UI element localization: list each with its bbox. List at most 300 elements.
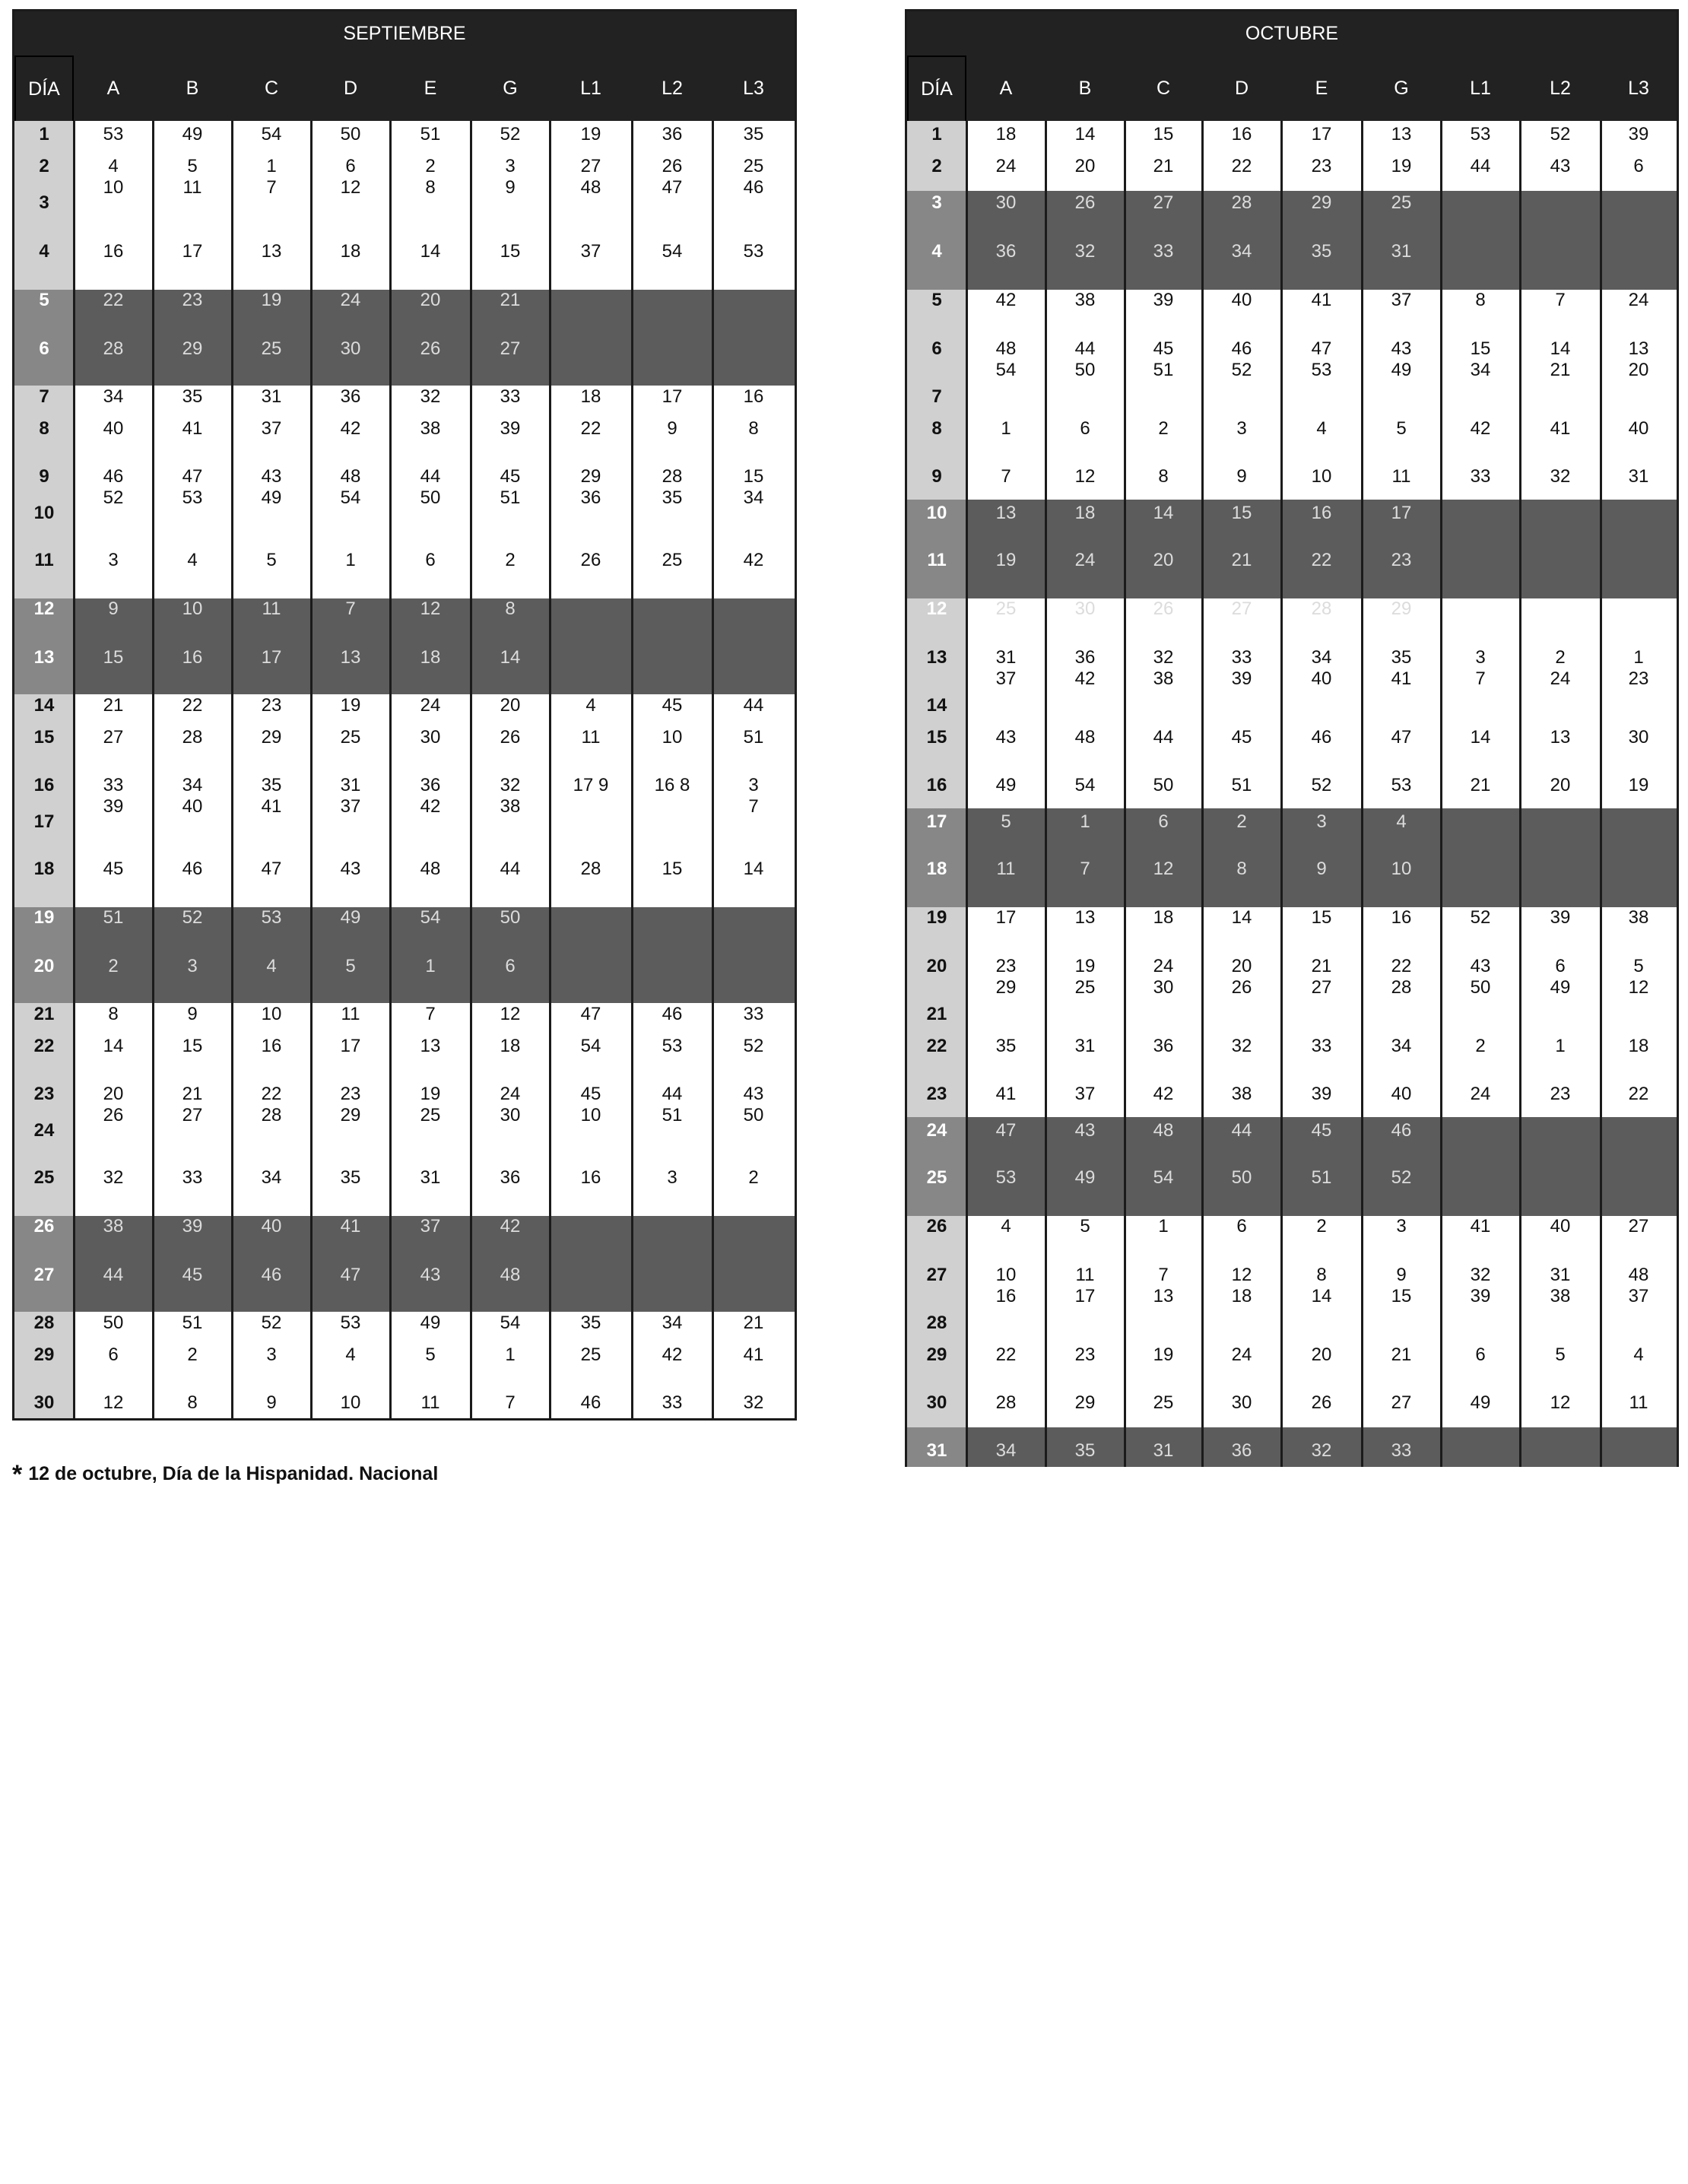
day-number: 2 xyxy=(931,156,942,176)
table-cell: 26 xyxy=(420,338,441,359)
table-cell: 32 xyxy=(500,775,521,795)
table-cell: 23 xyxy=(1391,550,1412,570)
table-cell: 53 xyxy=(1470,124,1491,144)
table-cell: 5 xyxy=(1633,956,1644,976)
table-cell: 52 xyxy=(103,487,124,508)
table-cell: 10 xyxy=(662,727,683,748)
table-cell: 3 xyxy=(1396,1216,1407,1236)
table-cell: 5 xyxy=(345,956,356,976)
table-cell: 15 xyxy=(1470,338,1491,359)
table-cell: 17 xyxy=(340,1036,361,1056)
table-cell: 41 xyxy=(1550,418,1571,439)
table-cell: 42 xyxy=(1470,418,1491,439)
table-cell: 26 xyxy=(662,156,683,176)
table-cell: 22 xyxy=(1628,1084,1649,1104)
day-number: 14 xyxy=(926,695,947,716)
table-cell: 13 xyxy=(420,1036,441,1056)
table-cell: 28 xyxy=(103,338,124,359)
table-cell: 4 xyxy=(108,156,119,176)
table-cell: 52 xyxy=(500,124,521,144)
table-cell: 41 xyxy=(261,796,282,817)
table-cell: 54 xyxy=(580,1036,601,1056)
table-cell: 33 xyxy=(743,1004,764,1024)
column-header-b: B xyxy=(186,77,199,99)
table-cell: 18 xyxy=(1231,1286,1252,1306)
table-cell: 27 xyxy=(1391,1392,1412,1413)
table-cell: 34 xyxy=(662,1313,683,1333)
table-cell: 34 xyxy=(1311,647,1332,668)
day-number: 7 xyxy=(931,386,942,407)
table-cell: 53 xyxy=(743,241,764,262)
table-cell: 41 xyxy=(743,1344,764,1365)
day-number: 13 xyxy=(926,647,947,668)
table-cell: 17 xyxy=(182,241,203,262)
table-cell: 31 xyxy=(1074,1036,1096,1056)
table-cell: 18 xyxy=(1628,1036,1649,1056)
table-cell: 4 xyxy=(1396,811,1407,832)
table-cell: 36 xyxy=(580,487,601,508)
day-number: 29 xyxy=(926,1344,947,1365)
table-cell: 53 xyxy=(1391,775,1412,795)
day-number: 30 xyxy=(926,1392,947,1413)
table-cell: 22 xyxy=(995,1344,1017,1365)
table-cell: 38 xyxy=(1153,668,1174,689)
table-cell: 32 xyxy=(1470,1265,1491,1285)
table-cell: 46 xyxy=(580,1392,601,1413)
day-number: 6 xyxy=(39,338,49,359)
table-cell: 37 xyxy=(261,418,282,439)
table-cell: 3 xyxy=(108,550,119,570)
table-cell: 42 xyxy=(1074,668,1096,689)
table-cell: 52 xyxy=(182,907,203,928)
table-cell: 28 xyxy=(662,466,683,487)
table-cell: 21 xyxy=(1391,1344,1412,1365)
table-cell: 49 xyxy=(340,907,361,928)
table-cell: 19 xyxy=(1074,956,1096,976)
table-cell: 1 xyxy=(505,1344,516,1365)
table-cell: 35 xyxy=(261,775,282,795)
day-number: 5 xyxy=(39,290,49,310)
table-cell: 42 xyxy=(340,418,361,439)
table-cell: 19 xyxy=(420,1084,441,1104)
table-cell: 29 xyxy=(1074,1392,1096,1413)
table-cell: 8 xyxy=(748,418,759,439)
table-cell: 3 xyxy=(266,1344,277,1365)
table-cell: 21 xyxy=(1311,956,1332,976)
table-cell: 42 xyxy=(743,550,764,570)
table-cell: 40 xyxy=(261,1216,282,1236)
table-cell: 2 xyxy=(1236,811,1247,832)
table-cell: 24 xyxy=(420,695,441,716)
table-cell: 6 xyxy=(425,550,436,570)
table-cell: 49 xyxy=(261,487,282,508)
table-cell: 45 xyxy=(103,859,124,879)
table-cell: 49 xyxy=(1470,1392,1491,1413)
table-cell: 34 xyxy=(1391,1036,1412,1056)
table-cell: 4 xyxy=(1316,418,1327,439)
table-cell: 11 xyxy=(1075,1265,1095,1285)
table-cell: 32 xyxy=(1074,241,1096,262)
table-cell: 37 xyxy=(1391,290,1412,310)
table-cell: 19 xyxy=(340,695,361,716)
table-cell: 11 xyxy=(420,1392,440,1413)
table-cell: 11 xyxy=(1629,1392,1648,1413)
table-cell: 39 xyxy=(1628,124,1649,144)
table-cell: 44 xyxy=(743,695,764,716)
table-cell: 43 xyxy=(1550,156,1571,176)
table-cell: 33 xyxy=(103,775,124,795)
table-cell: 40 xyxy=(1391,1084,1412,1104)
day-number: 4 xyxy=(931,241,942,262)
table-cell: 52 xyxy=(261,1313,282,1333)
day-number: 1 xyxy=(931,124,942,144)
table-cell: 1 xyxy=(1001,418,1011,439)
table-cell: 29 xyxy=(1311,192,1332,213)
table-cell: 13 xyxy=(1391,124,1412,144)
table-cell: 20 xyxy=(1628,360,1649,380)
table-cell: 16 xyxy=(1231,124,1252,144)
table-cell: 12 xyxy=(1231,1265,1252,1285)
table-cell: 35 xyxy=(662,487,683,508)
table-cell: 23 xyxy=(995,956,1017,976)
column-header-l1: L1 xyxy=(580,77,601,99)
table-cell: 38 xyxy=(103,1216,124,1236)
table-cell: 29 xyxy=(182,338,203,359)
table-cell: 35 xyxy=(1391,647,1412,668)
day-number: 12 xyxy=(33,598,55,619)
table-cell: 53 xyxy=(662,1036,683,1056)
table-cell: 21 xyxy=(743,1313,764,1333)
column-header-c: C xyxy=(1156,77,1171,99)
table-cell: 53 xyxy=(995,1167,1017,1188)
table-cell: 53 xyxy=(1311,360,1332,380)
table-cell: 47 xyxy=(995,1120,1017,1141)
table-cell: 27 xyxy=(1311,977,1332,998)
table-cell: 2 xyxy=(1555,647,1566,668)
table-cell: 27 xyxy=(1628,1216,1649,1236)
table-cell: 20 xyxy=(1153,550,1174,570)
table-cell: 10 xyxy=(580,1105,601,1125)
day-number: 16 xyxy=(33,775,55,795)
table-cell: 28 xyxy=(1311,598,1332,619)
table-cell: 47 xyxy=(580,1004,601,1024)
table-cell: 52 xyxy=(1470,907,1491,928)
table-cell: 23 xyxy=(261,695,282,716)
table-cell: 3 xyxy=(1236,418,1247,439)
table-cell: 21 xyxy=(1231,550,1252,570)
table-cell: 45 xyxy=(182,1265,203,1285)
table-cell: 4 xyxy=(345,1344,356,1365)
table-cell: 43 xyxy=(1391,338,1412,359)
table-cell: 40 xyxy=(1628,418,1649,439)
table-cell: 37 xyxy=(1074,1084,1096,1104)
table-cell: 50 xyxy=(1153,775,1174,795)
table-cell: 30 xyxy=(420,727,441,748)
table-cell: 46 xyxy=(1311,727,1332,748)
table-cell: 31 xyxy=(340,775,361,795)
column-header-a: A xyxy=(999,77,1013,99)
table-cell: 40 xyxy=(182,796,203,817)
table-cell: 35 xyxy=(340,1167,361,1188)
table-cell: 53 xyxy=(340,1313,361,1333)
table-cell: 14 xyxy=(1074,124,1096,144)
september-table xyxy=(12,9,797,1421)
table-cell: 28 xyxy=(580,859,601,879)
table-cell: 46 xyxy=(182,859,203,879)
table-cell: 7 xyxy=(748,796,759,817)
table-cell: 8 xyxy=(108,1004,119,1024)
table-cell: 21 xyxy=(1153,156,1174,176)
table-cell: 11 xyxy=(1391,466,1411,487)
day-number: 4 xyxy=(39,241,49,262)
table-cell: 46 xyxy=(1231,338,1252,359)
table-cell: 28 xyxy=(261,1105,282,1125)
table-cell: 50 xyxy=(1470,977,1491,998)
table-cell: 5 xyxy=(1080,1216,1090,1236)
table-cell: 48 xyxy=(580,177,601,198)
table-cell: 14 xyxy=(1470,727,1491,748)
table-cell: 30 xyxy=(500,1105,521,1125)
table-cell: 45 xyxy=(580,1084,601,1104)
table-cell: 34 xyxy=(743,487,764,508)
table-cell: 25 xyxy=(1153,1392,1174,1413)
day-number: 18 xyxy=(926,859,947,879)
table-cell: 42 xyxy=(500,1216,521,1236)
table-cell: 34 xyxy=(103,386,124,407)
table-cell: 14 xyxy=(420,241,441,262)
table-cell: 38 xyxy=(1074,290,1096,310)
table-cell: 44 xyxy=(662,1084,683,1104)
table-cell: 15 xyxy=(103,647,124,668)
table-cell: 22 xyxy=(1391,956,1412,976)
table-cell: 23 xyxy=(340,1084,361,1104)
table-cell: 47 xyxy=(261,859,282,879)
table-cell: 12 xyxy=(103,1392,124,1413)
day-number: 1 xyxy=(39,124,49,144)
day-number: 22 xyxy=(33,1036,55,1056)
day-number: 11 xyxy=(34,550,54,570)
table-cell: 51 xyxy=(103,907,124,928)
table-cell: 10 xyxy=(103,177,124,198)
table-cell: 39 xyxy=(1470,1286,1491,1306)
footnote-text: 12 de octubre, Día de la Hispanidad. Nacional xyxy=(28,1463,439,1484)
table-cell: 44 xyxy=(1074,338,1096,359)
table-cell: 42 xyxy=(995,290,1017,310)
table-cell: 3 xyxy=(667,1167,677,1188)
table-cell: 48 xyxy=(995,338,1017,359)
table-cell: 4 xyxy=(266,956,277,976)
table-cell: 29 xyxy=(995,977,1017,998)
table-cell: 32 xyxy=(1231,1036,1252,1056)
table-cell: 24 xyxy=(1231,1344,1252,1365)
table-cell: 6 xyxy=(1080,418,1090,439)
table-cell: 8 xyxy=(1236,859,1247,879)
table-cell: 43 xyxy=(420,1265,441,1285)
table-cell: 24 xyxy=(995,156,1017,176)
table-cell: 3 xyxy=(1316,811,1327,832)
column-header-l3: L3 xyxy=(1628,77,1649,99)
table-cell: 20 xyxy=(420,290,441,310)
table-cell: 24 xyxy=(1153,956,1174,976)
table-cell: 16 xyxy=(743,386,764,407)
table-cell: 14 xyxy=(1311,1286,1332,1306)
table-cell: 40 xyxy=(1550,1216,1571,1236)
table-cell: 9 xyxy=(266,1392,277,1413)
table-cell: 36 xyxy=(1153,1036,1174,1056)
day-number: 20 xyxy=(926,956,947,976)
table-cell: 23 xyxy=(1311,156,1332,176)
table-cell: 30 xyxy=(1074,598,1096,619)
column-header-g: G xyxy=(1394,77,1409,99)
day-number: 27 xyxy=(926,1265,947,1285)
table-cell: 41 xyxy=(1470,1216,1491,1236)
table-cell: 52 xyxy=(1391,1167,1412,1188)
table-cell: 24 xyxy=(1628,290,1649,310)
table-cell: 5 xyxy=(425,1344,436,1365)
table-cell: 45 xyxy=(500,466,521,487)
table-cell: 33 xyxy=(662,1392,683,1413)
table-cell: 51 xyxy=(662,1105,683,1125)
column-header-dia: DÍA xyxy=(907,56,966,121)
table-cell: 13 xyxy=(1550,727,1571,748)
day-number: 25 xyxy=(33,1167,55,1188)
table-cell: 39 xyxy=(182,1216,203,1236)
table-cell: 37 xyxy=(995,668,1017,689)
table-cell: 21 xyxy=(1470,775,1491,795)
day-number: 13 xyxy=(33,647,55,668)
table-cell: 11 xyxy=(996,859,1016,879)
day-number: 26 xyxy=(926,1216,947,1236)
table-cell: 26 xyxy=(1153,598,1174,619)
table-cell: 22 xyxy=(103,290,124,310)
table-cell: 50 xyxy=(103,1313,124,1333)
table-cell: 17 xyxy=(261,647,282,668)
table-cell: 51 xyxy=(1231,775,1252,795)
table-cell: 43 xyxy=(995,727,1017,748)
table-cell: 34 xyxy=(995,1440,1017,1461)
table-cell: 20 xyxy=(1550,775,1571,795)
table-cell: 23 xyxy=(1074,1344,1096,1365)
table-cell: 36 xyxy=(420,775,441,795)
day-number: 24 xyxy=(33,1120,55,1141)
table-cell: 40 xyxy=(1231,290,1252,310)
table-cell: 51 xyxy=(1311,1167,1332,1188)
table-cell: 38 xyxy=(420,418,441,439)
table-cell: 48 xyxy=(500,1265,521,1285)
table-cell: 24 xyxy=(500,1084,521,1104)
table-cell: 37 xyxy=(420,1216,441,1236)
table-cell: 29 xyxy=(261,727,282,748)
table-cell: 4 xyxy=(1001,1216,1011,1236)
column-header-row xyxy=(14,56,795,121)
column-divider xyxy=(712,121,714,1418)
table-cell: 46 xyxy=(743,177,764,198)
day-number: 29 xyxy=(33,1344,55,1365)
table-cell: 1 xyxy=(1555,1036,1566,1056)
table-cell: 26 xyxy=(1311,1392,1332,1413)
table-cell: 49 xyxy=(420,1313,441,1333)
table-cell: 8 xyxy=(505,598,516,619)
table-cell: 14 xyxy=(103,1036,124,1056)
table-cell: 29 xyxy=(580,466,601,487)
table-cell: 11 xyxy=(341,1004,360,1024)
day-number: 11 xyxy=(927,550,947,570)
table-cell: 28 xyxy=(995,1392,1017,1413)
day-number: 23 xyxy=(926,1084,947,1104)
table-cell: 26 xyxy=(1074,192,1096,213)
month-title: SEPTIEMBRE xyxy=(14,11,795,56)
table-cell: 19 xyxy=(261,290,282,310)
table-cell: 27 xyxy=(182,1105,203,1125)
table-cell: 49 xyxy=(182,124,203,144)
table-cell: 6 xyxy=(1633,156,1644,176)
october-table xyxy=(905,9,1679,1467)
table-cell: 16 8 xyxy=(654,775,690,795)
column-header-e: E xyxy=(424,77,437,99)
table-cell: 7 xyxy=(345,598,356,619)
table-cell: 4 xyxy=(585,695,596,716)
table-cell: 3 xyxy=(748,775,759,795)
table-cell: 2 xyxy=(1158,418,1169,439)
table-cell: 43 xyxy=(340,859,361,879)
table-cell: 18 xyxy=(1153,907,1174,928)
table-cell: 5 xyxy=(1396,418,1407,439)
table-cell: 19 xyxy=(580,124,601,144)
day-number: 17 xyxy=(33,811,55,832)
table-cell: 32 xyxy=(1550,466,1571,487)
table-cell: 7 xyxy=(505,1392,516,1413)
table-cell: 46 xyxy=(662,1004,683,1024)
table-cell: 16 xyxy=(1311,503,1332,523)
table-cell: 32 xyxy=(743,1392,764,1413)
table-cell: 13 xyxy=(261,241,282,262)
table-cell: 49 xyxy=(1074,1167,1096,1188)
table-cell: 19 xyxy=(1391,156,1412,176)
table-cell: 36 xyxy=(340,386,361,407)
column-header-l2: L2 xyxy=(1550,77,1571,99)
table-cell: 1 xyxy=(1158,1216,1169,1236)
table-cell: 14 xyxy=(1231,907,1252,928)
table-cell: 28 xyxy=(1231,192,1252,213)
table-cell: 9 xyxy=(667,418,677,439)
table-cell: 48 xyxy=(1628,1265,1649,1285)
table-cell: 34 xyxy=(261,1167,282,1188)
table-cell: 44 xyxy=(1470,156,1491,176)
table-cell: 34 xyxy=(1231,241,1252,262)
table-cell: 12 xyxy=(1550,1392,1571,1413)
table-cell: 31 xyxy=(1391,241,1412,262)
table-cell: 48 xyxy=(1153,1120,1174,1141)
table-cell: 9 xyxy=(1316,859,1327,879)
table-cell: 1 xyxy=(425,956,436,976)
day-number: 21 xyxy=(926,1004,947,1024)
table-cell: 31 xyxy=(261,386,282,407)
day-number: 12 xyxy=(926,598,947,619)
table-cell: 39 xyxy=(1311,1084,1332,1104)
table-cell: 2 xyxy=(505,550,516,570)
table-cell: 32 xyxy=(103,1167,124,1188)
table-cell: 14 xyxy=(1550,338,1571,359)
table-cell: 1 xyxy=(345,550,356,570)
table-cell: 5 xyxy=(266,550,277,570)
column-header-l2: L2 xyxy=(662,77,683,99)
table-cell: 8 xyxy=(1316,1265,1327,1285)
table-cell: 24 xyxy=(1074,550,1096,570)
day-number: 20 xyxy=(33,956,55,976)
table-cell: 33 xyxy=(1311,1036,1332,1056)
table-cell: 32 xyxy=(420,386,441,407)
table-cell: 43 xyxy=(1074,1120,1096,1141)
